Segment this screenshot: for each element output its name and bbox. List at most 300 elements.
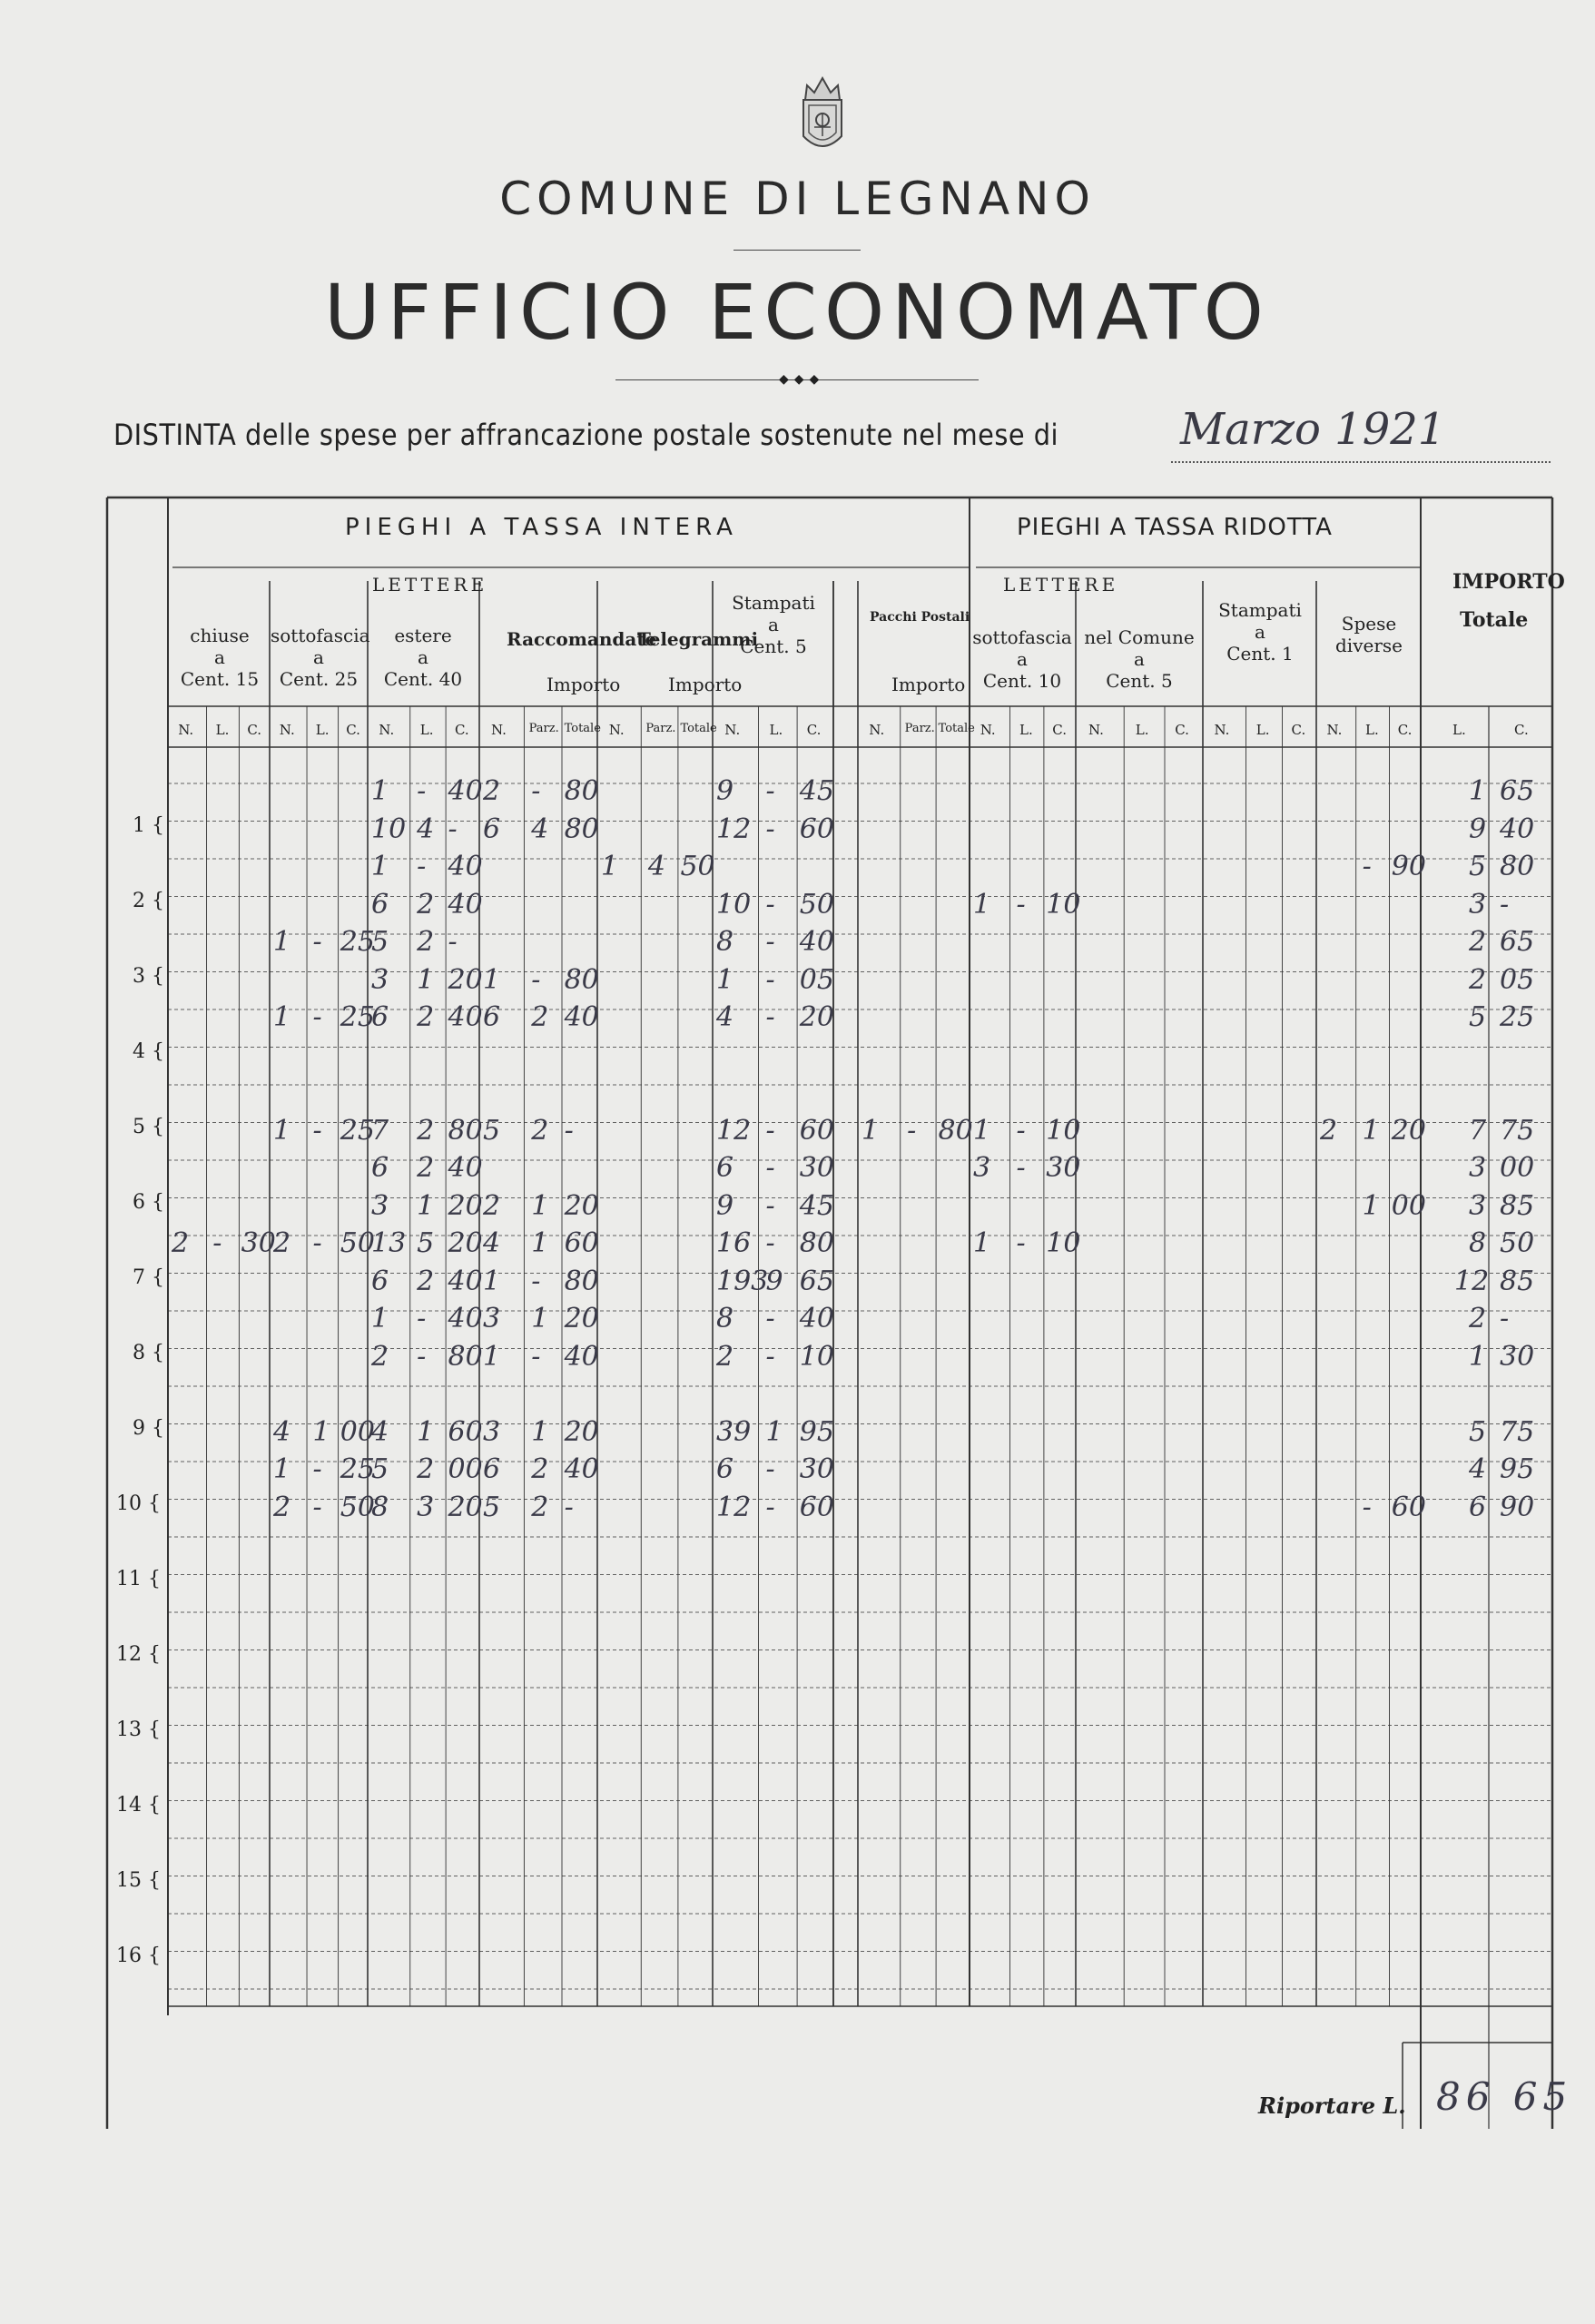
entry-lire: 2 (417, 926, 435, 958)
sub-n: N. (869, 722, 885, 738)
entry-lire: 2 (417, 1265, 435, 1297)
entry-lire: 2 (531, 1491, 549, 1523)
entry-number: 39 (716, 1415, 752, 1448)
entry-cents: 40 (448, 1265, 483, 1297)
entry-cents: - (564, 1491, 574, 1523)
row-number: 13 { (116, 1718, 161, 1741)
col-stampati-ridotta: Stampati a Cent. 1 (1218, 599, 1302, 665)
total-lire: 5 (1469, 851, 1487, 882)
riportare-label: Riportare L. (1258, 2093, 1406, 2119)
sub-n: N. (608, 722, 625, 738)
entry-number: 12 (716, 812, 752, 845)
entry-number: 1 (483, 1265, 501, 1297)
entry-number: 3 (483, 1303, 501, 1334)
entry-cents: 40 (799, 926, 834, 958)
entry-cents: 40 (448, 1303, 483, 1334)
row-number: 7 { (133, 1266, 164, 1289)
entry-number: 1 (973, 888, 991, 921)
entry-lire: - (765, 812, 775, 845)
entry-cents: 00 (1391, 1189, 1426, 1222)
sub-parz: Parz. (904, 722, 935, 735)
entry-cents: 80 (564, 1265, 599, 1297)
entry-lire: - (312, 1001, 322, 1033)
sub-c: C. (454, 722, 469, 738)
col-estere: estere a Cent. 40 (383, 625, 463, 690)
entry-number: 6 (483, 1453, 501, 1485)
entry-number: 8 (716, 1303, 734, 1334)
row-number: 16 { (116, 1945, 161, 1967)
entry-number: 10 (371, 812, 407, 845)
total-lire: 2 (1469, 1303, 1487, 1334)
entry-lire: - (417, 1303, 427, 1334)
sub-n: N. (1088, 722, 1104, 738)
total-lire: 4 (1469, 1453, 1487, 1485)
entry-cents: 60 (448, 1415, 483, 1448)
entry-cents: 45 (799, 1189, 834, 1222)
entry-number: 9 (716, 775, 734, 807)
entry-cents: 80 (448, 1340, 483, 1373)
entry-number: 1 (483, 963, 501, 996)
totale-header: Totale (1460, 608, 1529, 632)
total-lire: 3 (1469, 1152, 1487, 1184)
ufficio-title: UFFICIO ECONOMATO (324, 268, 1271, 357)
entry-lire: - (765, 888, 775, 921)
sub-c: C. (346, 722, 360, 738)
row-number: 15 { (116, 1869, 161, 1892)
sub-n: N. (1214, 722, 1230, 738)
row-number: 3 { (133, 965, 164, 988)
row-number: 2 { (133, 890, 164, 912)
total-lire: 12 (1454, 1265, 1490, 1297)
entry-number: 6 (371, 1001, 389, 1033)
entry-cents: 95 (799, 1415, 834, 1448)
total-lire: 1 (1469, 775, 1487, 807)
entry-lire: - (312, 1453, 322, 1485)
entry-cents: 80 (564, 775, 599, 807)
entry-lire: 2 (417, 1453, 435, 1485)
entry-cents: 90 (1391, 851, 1426, 882)
sub-l: L. (1365, 722, 1379, 738)
sub-c: C. (806, 722, 822, 738)
total-cents: 40 (1500, 812, 1535, 845)
row-number: 14 { (116, 1794, 161, 1817)
entry-cents: 25 (340, 1114, 375, 1147)
col-telegrammi-importo: Importo (668, 674, 743, 695)
entry-lire: 2 (531, 1001, 549, 1033)
sub-cents: C. (1514, 722, 1529, 738)
entry-number: 1 (973, 1114, 991, 1147)
entry-lire: 2 (531, 1114, 549, 1147)
total-cents: 80 (1500, 851, 1535, 882)
total-lire: 2 (1469, 963, 1487, 996)
entry-cents: 25 (340, 926, 375, 958)
entry-cents: 30 (1046, 1152, 1081, 1184)
entry-cents: 40 (564, 1453, 599, 1485)
entry-number: 193 (716, 1265, 769, 1297)
entry-cents: 10 (1046, 1227, 1081, 1259)
sub-l: L. (419, 722, 434, 738)
entry-cents: - (448, 926, 458, 958)
entry-lire: 2 (417, 1001, 435, 1033)
row-number: 12 { (116, 1643, 161, 1666)
row-number: 6 { (133, 1191, 164, 1214)
entry-cents: 20 (564, 1303, 599, 1334)
entry-lire: 1 (312, 1415, 330, 1448)
entry-lire: - (1016, 1114, 1026, 1147)
entry-lire: - (312, 926, 322, 958)
entry-cents: 50 (680, 851, 715, 882)
entry-number: 9 (716, 1189, 734, 1222)
entry-number: 6 (371, 1152, 389, 1184)
sub-l: L. (1135, 722, 1149, 738)
sub-n: N. (491, 722, 507, 738)
entry-cents: 60 (799, 1491, 834, 1523)
ornament: ◆◆◆ (779, 372, 825, 387)
entry-cents: - (448, 812, 458, 845)
entry-lire: - (212, 1227, 222, 1259)
sub-c: C. (1052, 722, 1067, 738)
entry-lire: - (765, 1303, 775, 1334)
entry-number: 1 (861, 1114, 880, 1147)
comune-title: COMUNE DI LEGNANO (499, 172, 1096, 225)
entry-lire: 1 (765, 1415, 783, 1448)
sub-l: L. (1019, 722, 1033, 738)
entry-lire: - (765, 1340, 775, 1373)
entry-number: 16 (716, 1227, 752, 1259)
row-number: 4 { (133, 1040, 164, 1063)
entry-lire: 4 (417, 812, 435, 845)
entry-number: 4 (716, 1001, 734, 1033)
sub-parz: Parz. (645, 722, 676, 735)
entry-number: 2 (483, 1189, 501, 1222)
entry-lire: - (1016, 1227, 1026, 1259)
entry-lire: 9 (765, 1265, 783, 1297)
entry-lire: 4 (647, 851, 665, 882)
entry-cents: 00 (340, 1415, 375, 1448)
entry-number: 6 (716, 1152, 734, 1184)
total-lire: 8 (1469, 1227, 1487, 1259)
total-lire: 3 (1469, 888, 1487, 921)
entry-number: 5 (483, 1491, 501, 1523)
total-lire: 5 (1469, 1001, 1487, 1033)
entry-lire: - (531, 963, 541, 996)
entry-lire: - (531, 775, 541, 807)
entry-lire: - (765, 1453, 775, 1485)
sub-totale: Totale (680, 722, 717, 735)
sub-l: L. (1255, 722, 1270, 738)
entry-lire: - (765, 963, 775, 996)
entry-number: 1 (483, 1340, 501, 1373)
sub-n: N. (1326, 722, 1343, 738)
entry-lire: 1 (417, 963, 435, 996)
entry-cents: 80 (564, 812, 599, 845)
entry-number: 6 (716, 1453, 734, 1485)
entry-lire: - (417, 851, 427, 882)
entry-cents: 20 (448, 1491, 483, 1523)
total-lire: 1 (1469, 1340, 1487, 1373)
entry-lire: - (765, 1189, 775, 1222)
entry-lire: - (765, 926, 775, 958)
sub-parz: Parz. (528, 722, 559, 735)
entry-cents: 20 (564, 1415, 599, 1448)
total-lire: 9 (1469, 812, 1487, 845)
total-cents: 00 (1500, 1152, 1535, 1184)
entry-number: 2 (483, 775, 501, 807)
col-nel-comune: nel Comune a Cent. 5 (1084, 626, 1195, 692)
entry-number: 1 (973, 1227, 991, 1259)
total-cents: 25 (1500, 1001, 1535, 1033)
entry-number: 6 (371, 888, 389, 921)
col-pacchi-importo: Importo (891, 674, 966, 695)
sub-c: C. (1291, 722, 1306, 738)
row-number: 8 { (133, 1342, 164, 1364)
entry-number: 2 (172, 1227, 190, 1259)
entry-lire: - (1362, 1491, 1372, 1523)
lettere-ridotta-header: LETTERE (1003, 574, 1119, 596)
sub-l: L. (315, 722, 330, 738)
sub-l: L. (769, 722, 783, 738)
entry-number: 12 (716, 1491, 752, 1523)
total-cents: 05 (1500, 963, 1535, 996)
entry-lire: 2 (417, 1152, 435, 1184)
total-lire: 2 (1469, 926, 1487, 958)
entry-cents: 40 (448, 851, 483, 882)
entry-number: 3 (483, 1415, 501, 1448)
total-cents: - (1500, 888, 1510, 921)
entry-number: 2 (273, 1227, 291, 1259)
entry-number: 1 (601, 851, 619, 882)
total-lire: 7 (1469, 1114, 1487, 1147)
entry-number: 1 (371, 1303, 389, 1334)
group-tassa-intera: PIEGHI A TASSA INTERA (345, 514, 738, 541)
lettere-header: LETTERE (372, 574, 488, 596)
entry-cents: 10 (1046, 1114, 1081, 1147)
entry-lire: - (765, 1114, 775, 1147)
sub-n: N. (724, 722, 741, 738)
entry-number: 2 (273, 1491, 291, 1523)
entry-cents: 20 (448, 1189, 483, 1222)
total-lire: 3 (1469, 1189, 1487, 1222)
total-cents: 85 (1500, 1189, 1535, 1222)
entry-lire: - (1016, 888, 1026, 921)
entry-cents: 60 (1391, 1491, 1426, 1523)
entry-cents: 80 (799, 1227, 834, 1259)
entry-lire: 4 (531, 812, 549, 845)
col-raccomandate: Raccomandate (507, 628, 657, 650)
sub-n: N. (279, 722, 295, 738)
entry-cents: 25 (340, 1453, 375, 1485)
entry-cents: 40 (448, 888, 483, 921)
entry-lire: - (765, 1152, 775, 1184)
total-cents: 90 (1500, 1491, 1535, 1523)
entry-cents: 50 (340, 1491, 375, 1523)
entry-number: 2 (716, 1340, 734, 1373)
entry-cents: 20 (1391, 1114, 1426, 1147)
entry-number: 1 (273, 1453, 291, 1485)
entry-cents: 20 (564, 1189, 599, 1222)
entry-number: 10 (716, 888, 752, 921)
row-number: 11 { (116, 1568, 161, 1590)
entry-lire: - (907, 1114, 917, 1147)
entry-cents: 30 (799, 1152, 834, 1184)
entry-lire: - (312, 1491, 322, 1523)
entry-lire: - (1362, 851, 1372, 882)
col-stampati: Stampati a Cent. 5 (732, 592, 815, 657)
total-cents: 65 (1500, 926, 1535, 958)
sub-n: N. (980, 722, 996, 738)
total-cents: 75 (1500, 1114, 1535, 1147)
entry-number: 1 (371, 775, 389, 807)
entry-lire: 3 (417, 1491, 435, 1523)
entry-lire: 1 (531, 1189, 549, 1222)
entry-cents: 40 (448, 775, 483, 807)
col-telegrammi: Telegrammi (637, 628, 759, 650)
entry-lire: - (531, 1265, 541, 1297)
total-lire: 6 (1469, 1491, 1487, 1523)
entry-cents: 20 (448, 1227, 483, 1259)
entry-cents: 80 (448, 1114, 483, 1147)
entry-lire: - (765, 1227, 775, 1259)
sub-n: N. (379, 722, 395, 738)
entry-cents: 45 (799, 775, 834, 807)
entry-number: 2 (371, 1340, 389, 1373)
entry-number: 5 (371, 1453, 389, 1485)
entry-number: 3 (371, 963, 389, 996)
sub-c: C. (1397, 722, 1413, 738)
entry-number: 1 (371, 851, 389, 882)
entry-lire: 1 (531, 1227, 549, 1259)
total-cents: 30 (1500, 1340, 1535, 1373)
entry-number: 2 (1320, 1114, 1338, 1147)
entry-lire: - (765, 775, 775, 807)
total-cents: 75 (1500, 1415, 1535, 1448)
sub-c: C. (1175, 722, 1189, 738)
total-cents: 85 (1500, 1265, 1535, 1297)
entry-number: 6 (483, 812, 501, 845)
row-number: 10 { (116, 1492, 161, 1515)
total-cents: 65 (1500, 775, 1535, 807)
entry-cents: 80 (938, 1114, 973, 1147)
entry-cents: 60 (564, 1227, 599, 1259)
entry-lire: 2 (531, 1453, 549, 1485)
entry-number: 8 (716, 926, 734, 958)
sub-c: C. (247, 722, 262, 738)
entry-number: 7 (371, 1114, 389, 1147)
entry-lire: - (417, 775, 427, 807)
entry-cents: 05 (799, 963, 834, 996)
entry-lire: - (312, 1227, 322, 1259)
entry-lire: 5 (417, 1227, 435, 1259)
entry-cents: 20 (448, 963, 483, 996)
sub-l: L. (215, 722, 230, 738)
entry-number: 3 (371, 1189, 389, 1222)
row-number: 9 { (133, 1417, 164, 1440)
entry-cents: 40 (799, 1303, 834, 1334)
entry-cents: 00 (448, 1453, 483, 1485)
entry-lire: - (312, 1114, 322, 1147)
col-sottofascia: sottofascia a Cent. 25 (271, 625, 370, 690)
entry-number: 1 (273, 1001, 291, 1033)
entry-lire: - (765, 1491, 775, 1523)
entry-number: 4 (483, 1227, 501, 1259)
entry-lire: - (531, 1340, 541, 1373)
entry-lire: - (765, 1001, 775, 1033)
month-handwritten: Marzo 1921 (1180, 404, 1446, 455)
total-cents: 50 (1500, 1227, 1535, 1259)
entry-number: 5 (483, 1114, 501, 1147)
row-number: 1 { (133, 814, 164, 837)
entry-cents: 20 (799, 1001, 834, 1033)
entry-lire: 1 (417, 1415, 435, 1448)
col-pacchi: Pacchi Postali (870, 610, 970, 625)
entry-cents: 40 (448, 1001, 483, 1033)
col-raccomandate-importo: Importo (546, 674, 621, 695)
sub-lire: L. (1452, 722, 1466, 738)
importo-header: IMPORTO (1452, 570, 1565, 594)
entry-lire: 1 (1362, 1189, 1380, 1222)
entry-cents: 10 (1046, 888, 1081, 921)
entry-cents: 50 (340, 1227, 375, 1259)
sub-totale: Totale (938, 722, 975, 735)
entry-cents: 40 (564, 1340, 599, 1373)
entry-cents: 40 (448, 1152, 483, 1184)
entry-lire: 1 (531, 1303, 549, 1334)
distinta-label: DISTINTA delle spese per affrancazione postale sostenute nel mese di (113, 418, 1058, 452)
col-sottofascia-ridotta: sottofascia a Cent. 10 (972, 626, 1072, 692)
entry-lire: - (417, 1340, 427, 1373)
entry-cents: 50 (799, 888, 834, 921)
total-lire: 5 (1469, 1415, 1487, 1448)
entry-cents: 40 (564, 1001, 599, 1033)
entry-lire: 2 (417, 1114, 435, 1147)
entry-number: 1 (273, 926, 291, 958)
entry-cents: 25 (340, 1001, 375, 1033)
entry-number: 8 (371, 1491, 389, 1523)
entry-cents: 80 (564, 963, 599, 996)
entry-number: 6 (483, 1001, 501, 1033)
sub-totale: Totale (564, 722, 601, 735)
entry-cents: 30 (241, 1227, 276, 1259)
total-cents: 95 (1500, 1453, 1535, 1485)
entry-number: 4 (273, 1415, 291, 1448)
group-tassa-ridotta: PIEGHI A TASSA RIDOTTA (1017, 514, 1333, 541)
col-chiuse: chiuse a Cent. 15 (180, 625, 260, 690)
entry-cents: - (564, 1114, 574, 1147)
entry-number: 1 (273, 1114, 291, 1147)
entry-cents: 65 (799, 1265, 834, 1297)
entry-number: 1 (716, 963, 734, 996)
col-spese-diverse: Spese diverse (1335, 613, 1403, 656)
entry-cents: 60 (799, 812, 834, 845)
entry-cents: 60 (799, 1114, 834, 1147)
entry-lire: - (1016, 1152, 1026, 1184)
entry-number: 12 (716, 1114, 752, 1147)
entry-lire: 1 (1362, 1114, 1380, 1147)
entry-number: 3 (973, 1152, 991, 1184)
entry-lire: 1 (417, 1189, 435, 1222)
entry-number: 4 (371, 1415, 389, 1448)
row-number: 5 { (133, 1116, 164, 1138)
entry-cents: 30 (799, 1453, 834, 1485)
entry-number: 6 (371, 1265, 389, 1297)
entry-number: 5 (371, 926, 389, 958)
total-cents: - (1500, 1303, 1510, 1334)
entry-cents: 10 (799, 1340, 834, 1373)
riportare-value: 86 65 (1436, 2074, 1573, 2119)
entry-number: 13 (371, 1227, 407, 1259)
sub-n: N. (178, 722, 194, 738)
entry-lire: 1 (531, 1415, 549, 1448)
